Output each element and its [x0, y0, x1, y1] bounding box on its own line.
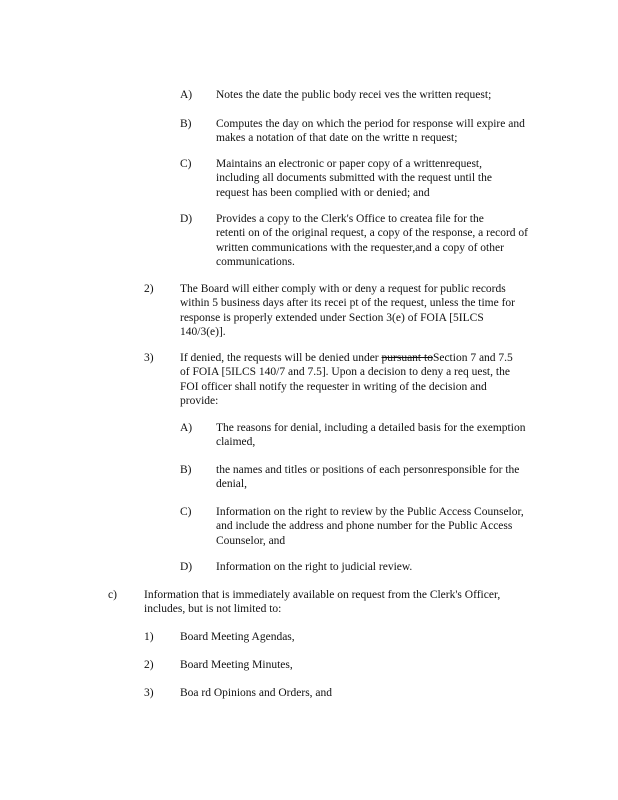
item-label: 2) [144, 283, 154, 295]
item-text [144, 588, 528, 617]
item-text [180, 658, 444, 672]
item-label: 3) [144, 687, 154, 699]
item-text [216, 117, 540, 146]
text-line: claimed, [216, 436, 256, 449]
text-line: including all documents submitted with the request until the [216, 172, 492, 185]
text-line: Information on the right to review by the Public Access Counselor, [216, 506, 524, 518]
text-line: Provides a copy to the Clerk's Office to createa file for the [216, 213, 484, 225]
text-line: Computes the day on which the period for response will expire and [216, 118, 525, 130]
item-text [180, 686, 444, 700]
text-line: Board Meeting Agendas, [180, 631, 295, 643]
text-line: Boa rd Opinions and Orders, and [180, 687, 333, 699]
text-line: FOI officer shall notify the requester in writing of the decision and [180, 380, 487, 393]
text-line: Information that is immediately available on request from the Clerk's Officer, [144, 589, 501, 601]
text-line: written communications with the requester,and a copy of other [216, 241, 504, 254]
item-label: A) [180, 89, 193, 101]
item-text [216, 157, 540, 200]
item-label: A) [180, 422, 193, 434]
text-line: Information on the right to judicial review. [216, 561, 413, 573]
item-text [216, 505, 540, 548]
item-label: D) [180, 561, 193, 573]
text-run: If denied, the requests will be denied under [180, 352, 379, 364]
item-text [216, 212, 542, 269]
item-label: 1) [144, 631, 154, 643]
text-line: The reasons for denial, including a detailed basis for the exemption [216, 422, 526, 434]
text-line: of FOIA [5ILCS 140/7 and 7.5]. Upon a decision to deny a req uest, the [180, 366, 510, 379]
text-line: includes, but is not limited to: [144, 603, 282, 616]
item-label: 2) [144, 659, 154, 671]
text-line: 140/3(e)]. [180, 325, 226, 338]
text-run: Section 7 and 7.5 [432, 352, 513, 364]
text-line: Maintains an electronic or paper copy of a writtenrequest, [216, 158, 482, 170]
item-label: D) [180, 213, 193, 225]
item-text [216, 88, 540, 102]
item-label: B) [180, 118, 192, 130]
text-line: makes a notation of that date on the writte n request; [216, 132, 458, 145]
text-line: the names and titles or positions of each personresponsible for the [216, 464, 520, 476]
text-line: retenti on of the original request, a copy of the response, a record of [216, 227, 528, 240]
text-line: request has been complied with or denied; and [216, 186, 430, 199]
text-line: provide: [180, 394, 219, 407]
item-text [180, 351, 530, 408]
item-label: c) [108, 589, 117, 601]
text-line: Counselor, and [216, 534, 286, 547]
item-text [216, 421, 540, 450]
item-text [216, 560, 540, 574]
item-text [216, 463, 540, 492]
text-line: Board Meeting Minutes, [180, 659, 293, 671]
item-text [180, 282, 536, 339]
item-label: B) [180, 464, 192, 476]
item-label: 3) [144, 352, 154, 364]
text-line: response is properly extended under Section 3(e) of FOIA [5ILCS [180, 311, 484, 324]
text-line: denial, [216, 478, 247, 491]
struck-text: pursuant to [381, 352, 433, 364]
text-line: and include the address and phone number for the Public Access [216, 520, 513, 533]
text-line: The Board will either comply with or deny a request for public records [180, 283, 506, 295]
text-line: Notes the date the public body recei ves the written request; [216, 89, 492, 101]
item-label: C) [180, 158, 192, 170]
text-line: within 5 business days after its recei pt of the request, unless the time for [180, 297, 516, 310]
text-line: communications. [216, 255, 295, 268]
item-label: C) [180, 506, 192, 518]
text-line [180, 351, 530, 365]
item-text [180, 630, 444, 644]
